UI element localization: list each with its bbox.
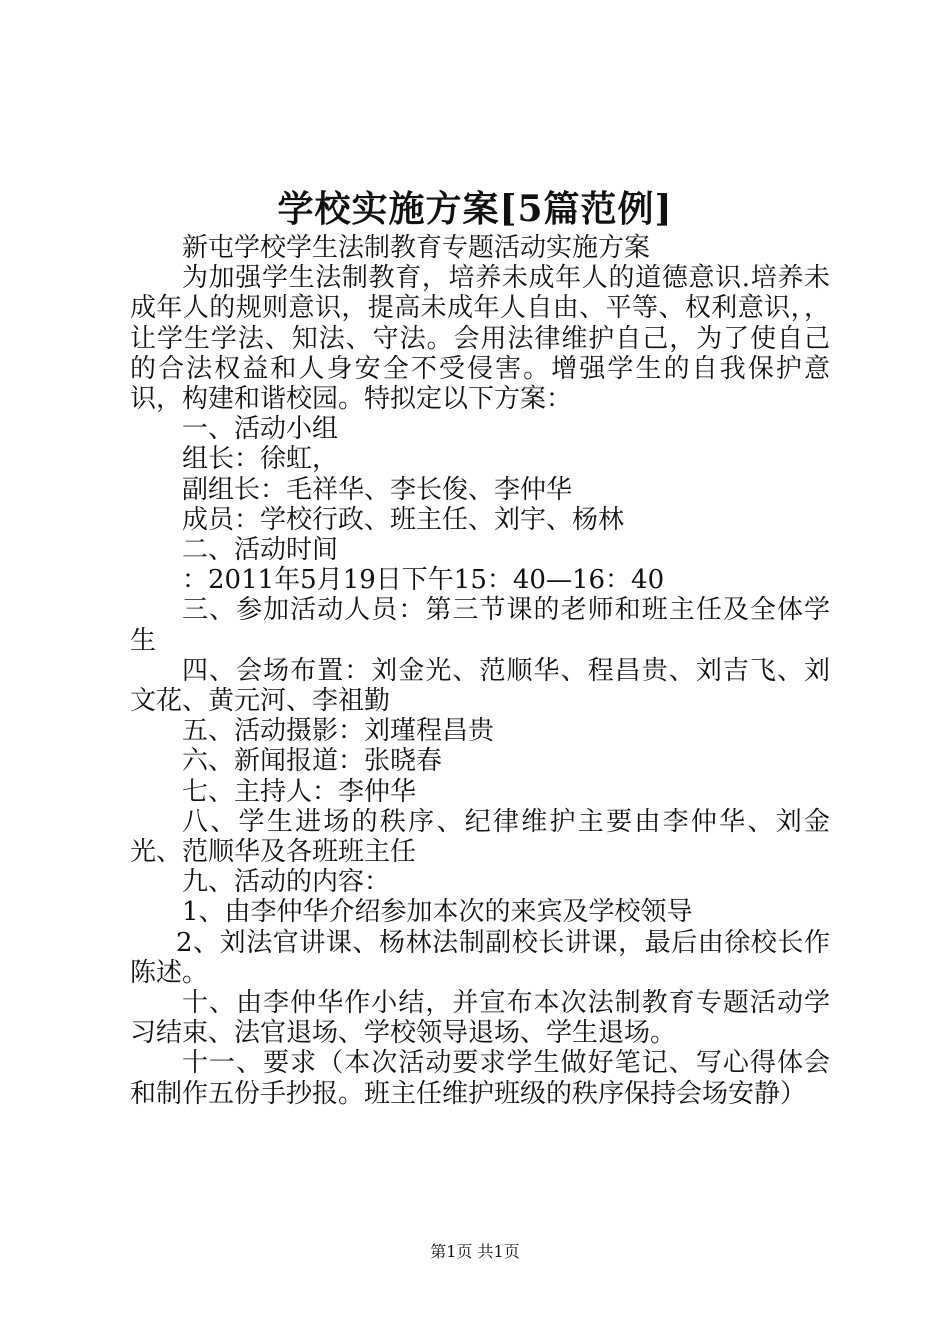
paragraph-section-1: 一、活动小组 xyxy=(182,414,339,445)
page-footer: 第1页 共1页 xyxy=(430,1242,520,1261)
paragraph-time: ：2011年5月19日下午15：40—16：40 xyxy=(182,565,665,596)
paragraph-deputy-leader: 副组长：毛祥华、李长俊、李仲华 xyxy=(182,474,573,505)
paragraph-section-3: 三、参加活动人员：第三节课的老师和班主任及全体学生 xyxy=(130,595,830,656)
paragraph-subtitle: 新屯学校学生法制教育专题活动实施方案 xyxy=(182,233,651,263)
paragraph-section-5: 五、活动摄影：刘瑾程昌贵 xyxy=(182,716,495,747)
paragraph-section-8: 八、学生进场的秩序、纪律维护主要由李仲华、刘金光、范顺华及各班班主任 xyxy=(130,806,830,868)
paragraph-leader: 组长：徐虹， xyxy=(182,444,339,475)
paragraph-section-2: 二、活动时间 xyxy=(182,535,339,566)
paragraph-content-2: 2、刘法官讲课、杨林法制副校长讲课，最后由徐校长作陈述。 xyxy=(130,927,830,988)
paragraph-section-10: 十、由李仲华作小结，并宣布本次法制教育专题活动学习结束、法官退场、学校领导退场、学生退场。 xyxy=(130,988,830,1049)
paragraph-members: 成员：学校行政、班主任、刘宇、杨林 xyxy=(182,504,625,535)
document-title: 学校实施方案[5篇范例] xyxy=(277,188,673,230)
paragraph-intro: 为加强学生法制教育，培养未成年人的道德意识.培养未成年人的规则意识，提高未成年人自由、平等、权利意识，，让学生学法、知法、守法。会用法律维护自己，为了使自己的合法权益和人身安全不受侵害。增强学生的自我保护意识，构建和谐校园。特拟定以下方案： xyxy=(130,263,830,415)
paragraph-content-1: 1、由李仲华介绍参加本次的来宾及学校领导 xyxy=(182,897,693,928)
paragraph-section-7: 七、主持人：李仲华 xyxy=(182,776,417,807)
document-body xyxy=(130,233,830,1109)
paragraph-section-11: 十一、要求（本次活动要求学生做好笔记、写心得体会和制作五份手抄报。班主任维护班级的秩序保持会场安静） xyxy=(130,1048,830,1109)
paragraph-section-6: 六、新闻报道：张晓春 xyxy=(182,746,443,777)
paragraph-section-4: 四、会场布置：刘金光、范顺华、程昌贵、刘吉飞、刘文花、黄元河、李祖勤 xyxy=(130,655,830,717)
paragraph-section-9: 九、活动的内容： xyxy=(182,867,391,898)
